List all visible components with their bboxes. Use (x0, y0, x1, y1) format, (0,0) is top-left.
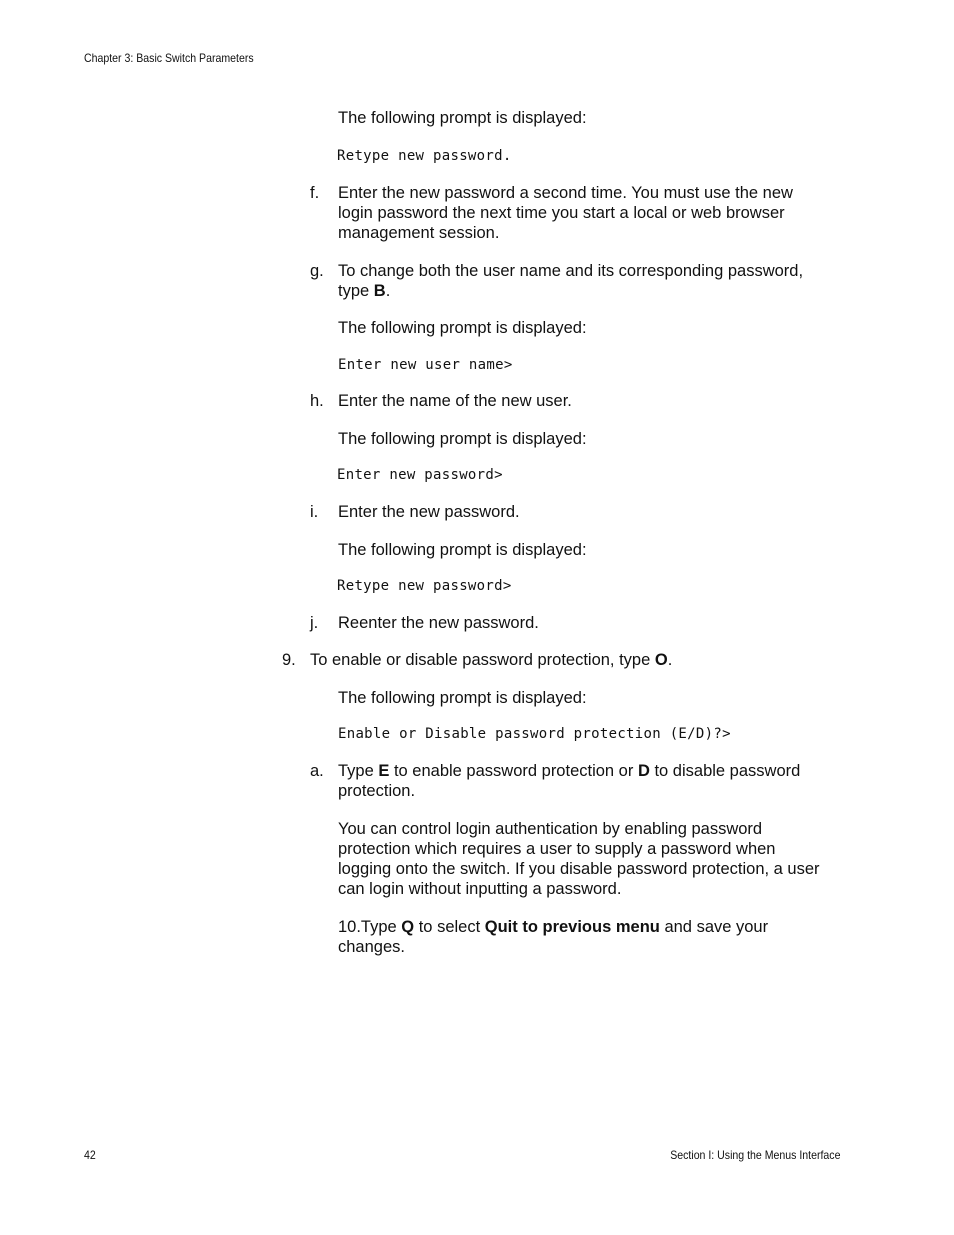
step-10-text: and save your (659, 918, 769, 936)
step-9-line (310, 650, 672, 670)
running-header: Chapter 3: Basic Switch Parameters (84, 51, 254, 65)
step-g-line (338, 281, 390, 301)
step-marker: a. (310, 762, 324, 780)
code-prompt: Retype new password> (337, 578, 512, 594)
prompt-intro: The following prompt is displayed: (338, 109, 587, 127)
step-i-text: Enter the new password. (338, 503, 520, 521)
step-marker: h. (310, 392, 324, 410)
body-paragraph-line: logging onto the switch. If you disable password protection, a user (338, 860, 820, 878)
step-g-text: type (338, 282, 374, 300)
step-a-text: Type (338, 762, 379, 780)
step-g-text: . (385, 282, 391, 300)
step-9-text: . (667, 651, 673, 669)
step-marker: f. (310, 184, 320, 202)
body-paragraph-line: protection which requires a user to supply a password when (338, 840, 776, 858)
key-e: E (378, 762, 390, 780)
body-paragraph-line: You can control login authentication by enabling password (338, 820, 763, 838)
code-prompt: Retype new password. (337, 148, 512, 164)
prompt-intro: The following prompt is displayed: (338, 430, 587, 448)
code-prompt: Enter new user name> (338, 357, 513, 373)
step-h-text: Enter the name of the new user. (338, 392, 572, 410)
step-f-line: Enter the new password a second time. You must use the new (338, 184, 793, 202)
step-marker: g. (310, 262, 324, 280)
page-number: 42 (84, 1148, 96, 1162)
key-d: D (637, 762, 650, 780)
step-marker: j. (310, 614, 319, 632)
running-footer: Section I: Using the Menus Interface (669, 1148, 840, 1162)
prompt-intro: The following prompt is displayed: (338, 541, 587, 559)
body-paragraph-line: can login without inputting a password. (338, 880, 622, 898)
step-a-line (338, 761, 800, 781)
step-9-text: To enable or disable password protection, type (310, 651, 655, 669)
step-10-line: changes. (338, 938, 405, 956)
step-j-text: Reenter the new password. (338, 614, 539, 632)
step-a-line: protection. (338, 782, 416, 800)
step-g-line: To change both the user name and its corresponding password, (338, 262, 804, 280)
prompt-intro: The following prompt is displayed: (338, 319, 587, 337)
key-b: B (373, 282, 386, 300)
key-o: O (654, 651, 668, 669)
step-10-text: to select (414, 918, 485, 936)
step-10-line (338, 917, 768, 937)
step-f-line: login password the next time you start a local or web browser (338, 204, 785, 222)
key-q: Q (401, 918, 415, 936)
code-prompt: Enable or Disable password protection (E/D)?> (338, 726, 731, 742)
step-marker: 9. (282, 651, 296, 669)
step-marker: i. (310, 503, 319, 521)
code-prompt: Enter new password> (337, 467, 503, 483)
step-f-line: management session. (338, 224, 500, 242)
step-10-text: 10.Type (338, 918, 402, 936)
step-a-text: to disable password (649, 762, 801, 780)
step-a-text: to enable password protection or (389, 762, 638, 780)
menu-option-name: Quit to previous menu (484, 918, 660, 936)
prompt-intro: The following prompt is displayed: (338, 689, 587, 707)
